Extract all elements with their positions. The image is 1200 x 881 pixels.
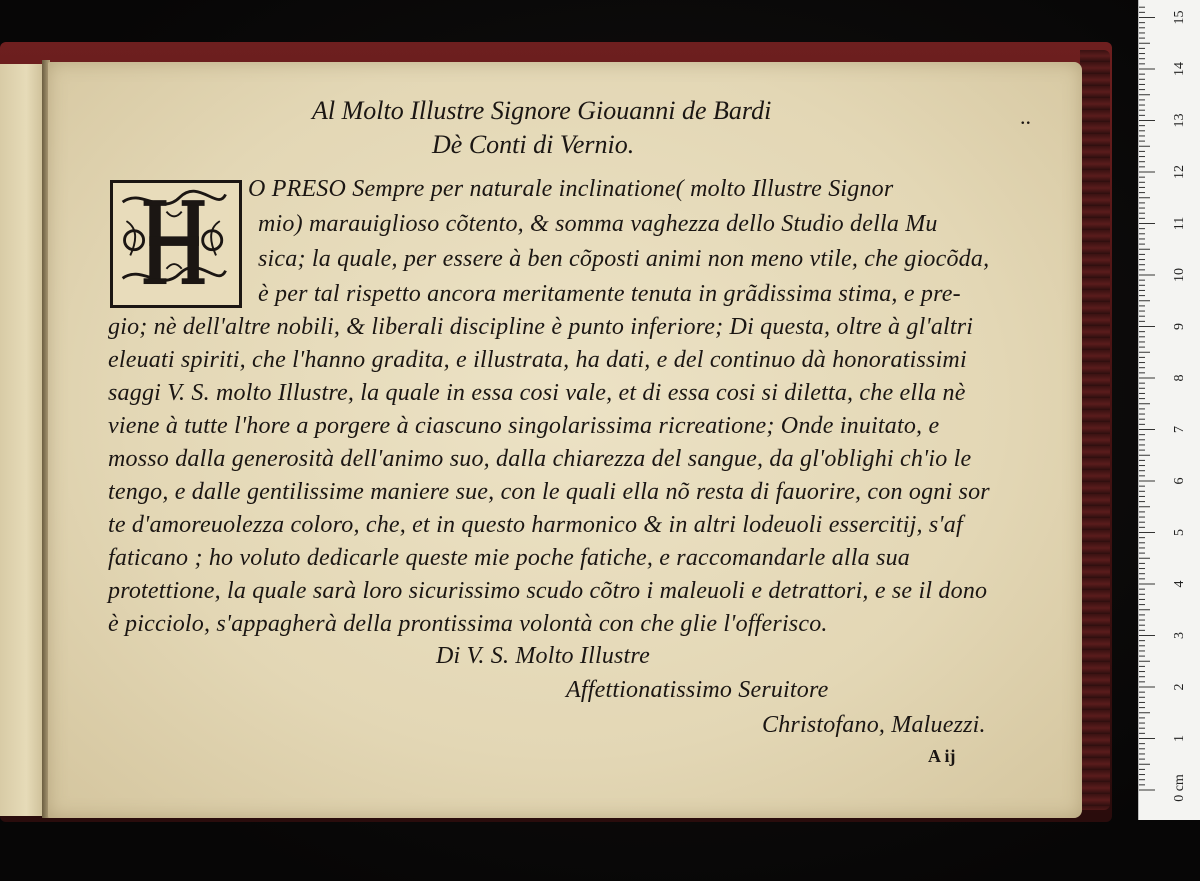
- ruler-number: 14: [1172, 62, 1187, 76]
- body-line-10: tengo, e dalle gentilissime maniere sue, con le quali ella nõ resta di fauorire, con ogni sor: [108, 479, 990, 505]
- signature-mark: A ij: [928, 746, 956, 766]
- body-line-4: è per tal rispetto ancora meritamente tenuta in grãdissima stima, e pre-: [258, 281, 961, 307]
- ruler-number: 2: [1172, 683, 1187, 691]
- ruler-number: 8: [1172, 374, 1187, 382]
- body-line-7: saggi V. S. molto Illustre, la quale in essa cosi vale, et di essa cosi si diletta, che ella nè: [108, 380, 966, 406]
- ruler-number: 12: [1172, 165, 1187, 179]
- book-cover-edge: [1080, 50, 1110, 810]
- body-line-9: mosso dalla generosità dell'animo suo, dalla chiarezza del sangue, da gl'oblighi ch'io le: [108, 446, 972, 472]
- left-page: [0, 64, 45, 816]
- body-line-12: faticano ; ho voluto dedicarle queste mie poche fatiche, e raccomandarle alla sua: [108, 545, 911, 571]
- closing-line-2: Affettionatissimo Seruitore: [566, 677, 829, 703]
- body-line-3: sica; la quale, per essere à ben cõposti animi non meno vtile, che giocõda,: [258, 246, 990, 272]
- body-line-2: mio) marauiglioso cõtento, & somma vaghezza dello Studio della Mu: [258, 211, 938, 237]
- ruler-number: 4: [1172, 580, 1187, 588]
- body-line-13: protettione, la quale sarà loro sicurissimo scudo cõtro i maleuoli e detrattori, e se il dono: [108, 578, 988, 604]
- dedication-heading-line2: Dè Conti di Vernio.: [432, 130, 635, 159]
- ruler-number: 1: [1172, 735, 1187, 742]
- body-line-14: è picciolo, s'appagherà della prontissima volontà con che glie l'offerisco.: [108, 611, 828, 637]
- ruler-number: 5: [1172, 529, 1187, 536]
- closing-signature: Christofano, Maluezzi.: [762, 712, 986, 738]
- ink-marks: ..: [1020, 104, 1031, 129]
- body-line-6: eleuati spiriti, che l'hanno gradita, e illustrata, ha dati, e del continuo dà honoratissimi: [108, 347, 967, 373]
- ruler-number: 6: [1172, 477, 1187, 485]
- measurement-ruler: [1138, 0, 1200, 820]
- ruler-scale: [1139, 0, 1200, 820]
- ruler-number: 9: [1172, 323, 1187, 330]
- body-line-11: te d'amoreuolezza coloro, che, et in questo harmonico & in altri lodeuoli essercitij, s'af: [108, 512, 963, 538]
- ruler-number: 10: [1172, 268, 1187, 282]
- dedication-heading-line1: Al Molto Illustre Signore Giouanni de Bardi: [312, 96, 772, 125]
- ruler-number: 13: [1172, 113, 1187, 128]
- body-line-8: viene à tutte l'hore a porgere à ciascuno singolarissima ricreatione; Onde inuitato, e: [108, 413, 940, 439]
- ruler-unit-label: 0 cm: [1172, 774, 1187, 802]
- ruler-number: 11: [1172, 216, 1187, 231]
- ruler-number: 7: [1172, 426, 1187, 433]
- closing-line-1: Di V. S. Molto Illustre: [436, 643, 650, 669]
- ornamental-initial-h: [110, 180, 242, 308]
- initial-h-ornament-icon: [113, 183, 239, 305]
- ruler-number: 3: [1172, 632, 1187, 639]
- body-line-5: gio; nè dell'altre nobili, & liberali discipline è punto inferiore; Di questa, oltre à gl'altri: [108, 314, 974, 340]
- ruler-number: 15: [1172, 10, 1187, 25]
- body-line-1: O PRESO Sempre per naturale inclinatione( molto Illustre Signor: [248, 176, 894, 202]
